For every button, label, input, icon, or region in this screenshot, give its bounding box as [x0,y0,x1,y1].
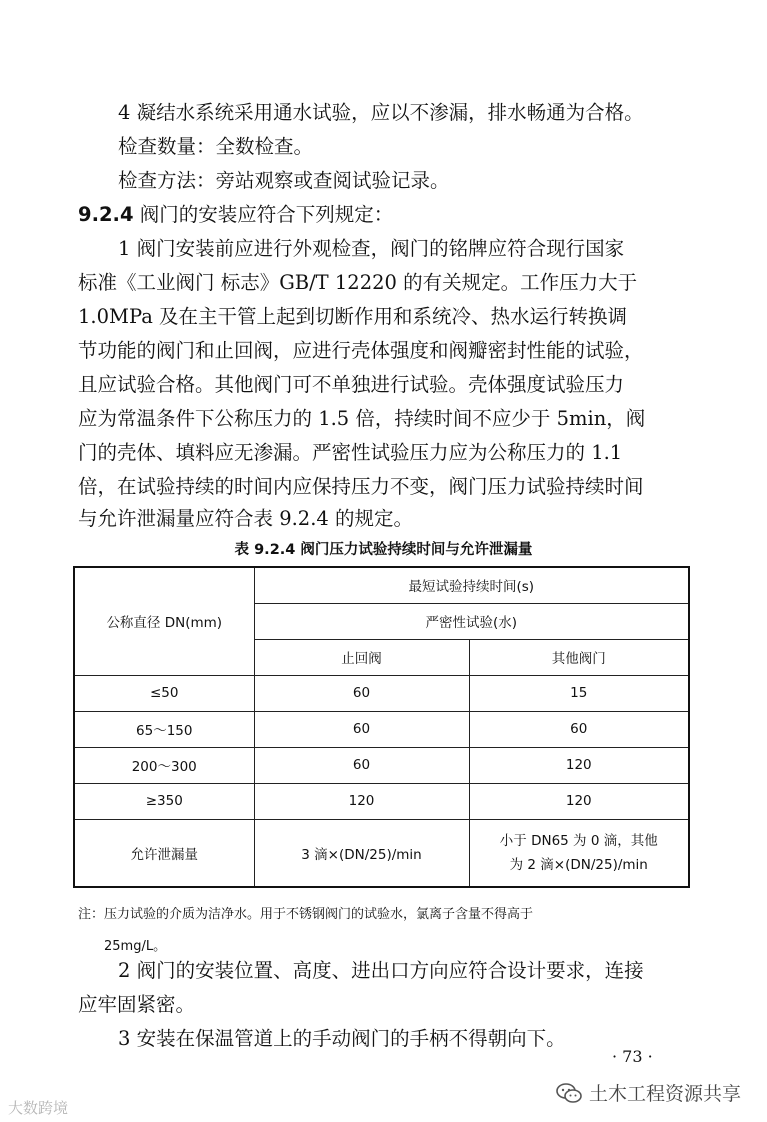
paragraph-item-4: 4 凝结水系统采用通水试验，应以不渗漏，排水畅通为合格。 [118,101,644,124]
paragraph-1-line-3: 1.0MPa 及在主干管上起到切断作用和系统冷、热水运行转换调 [78,305,628,328]
table-cell: 60 [254,747,469,783]
table-row [74,819,689,887]
inspection-quantity: 检查数量：全数检查。 [118,135,314,158]
header-tightness-test: 严密性试验(水) [254,603,689,639]
table-cell: 120 [469,747,689,783]
paragraph-1-line-8: 倍，在试验持续的时间内应保持压力不变，阀门压力试验持续时间 [78,475,644,498]
table-cell: 120 [254,783,469,819]
paragraph-1-line-5: 且应试验合格。其他阀门可不单独进行试验。壳体强度试验压力 [78,373,625,396]
leak-check-valve: 3 滴×(DN/25)/min [254,819,469,887]
table-row [74,747,689,783]
table-caption: 表 9.2.4 阀门压力试验持续时间与允许泄漏量 [234,542,533,558]
header-check-valve: 止回阀 [254,639,469,675]
table-cell: ≤50 [74,675,254,711]
watermark-right [555,1079,741,1106]
table-cell: 200～300 [74,747,254,783]
watermark-right-text: 土木工程资源共享 [589,1083,742,1105]
paragraph-1-line-4: 节功能的阀门和止回阀，应进行壳体强度和阀瓣密封性能的试验， [78,339,644,362]
section-number: 9.2.4 [78,203,134,226]
leak-label: 允许泄漏量 [74,819,254,887]
inspection-method: 检查方法：旁站观察或查阅试验记录。 [118,169,450,192]
table-cell: 65～150 [74,711,254,747]
paragraph-1-line-7: 门的壳体、填料应无渗漏。严密性试验压力应为公称压力的 1.1 [78,441,623,464]
section-title: 阀门的安装应符合下列规定： [133,203,394,226]
wechat-icon [555,1082,583,1104]
header-min-duration: 最短试验持续时间(s) [254,567,689,603]
table-cell: 60 [254,675,469,711]
table-cell: 15 [469,675,689,711]
valve-test-table [73,566,690,888]
watermark-left-text: 大数跨境 [8,1099,69,1117]
page-number: · 73 · [612,1047,653,1066]
note-line-2: 25mg/L。 [104,939,167,954]
paragraph-2-line-1: 2 阀门的安装位置、高度、进出口方向应符合设计要求，连接 [118,959,644,982]
header-other-valves: 其他阀门 [469,639,689,675]
table-row [74,711,689,747]
paragraph-2-line-2: 应牢固紧密。 [78,993,196,1016]
paragraph-1-line-2: 标准《工业阀门 标志》GB/T 12220 的有关规定。工作压力大于 [78,271,638,294]
leak-other-line-2: 为 2 滴×(DN/25)/min [509,856,648,873]
table-row [74,783,689,819]
section-heading [78,198,690,232]
table-cell: 60 [469,711,689,747]
header-nominal-diameter: 公称直径 DN(mm) [74,567,254,675]
leak-other-valves [469,819,689,887]
watermark-left [8,1097,68,1118]
table-cell: 120 [469,783,689,819]
paragraph-3: 3 安装在保温管道上的手动阀门的手柄不得朝向下。 [118,1027,566,1050]
paragraph-1-line-9: 与允许泄漏量应符合表 9.2.4 的规定。 [78,507,414,530]
table-cell: 60 [254,711,469,747]
table-row [74,675,689,711]
table-cell: ≥350 [74,783,254,819]
leak-other-line-1: 小于 DN65 为 0 滴，其他 [499,832,658,849]
note-line-1: 注：压力试验的介质为洁净水。用于不锈钢阀门的试验水，氯离子含量不得高于 [78,907,534,922]
paragraph-1-line-1: 1 阀门安装前应进行外观检查，阀门的铭牌应符合现行国家 [118,237,625,260]
paragraph-1-line-6: 应为常温条件下公称压力的 1.5 倍，持续时间不应少于 5min，阀 [78,407,646,430]
